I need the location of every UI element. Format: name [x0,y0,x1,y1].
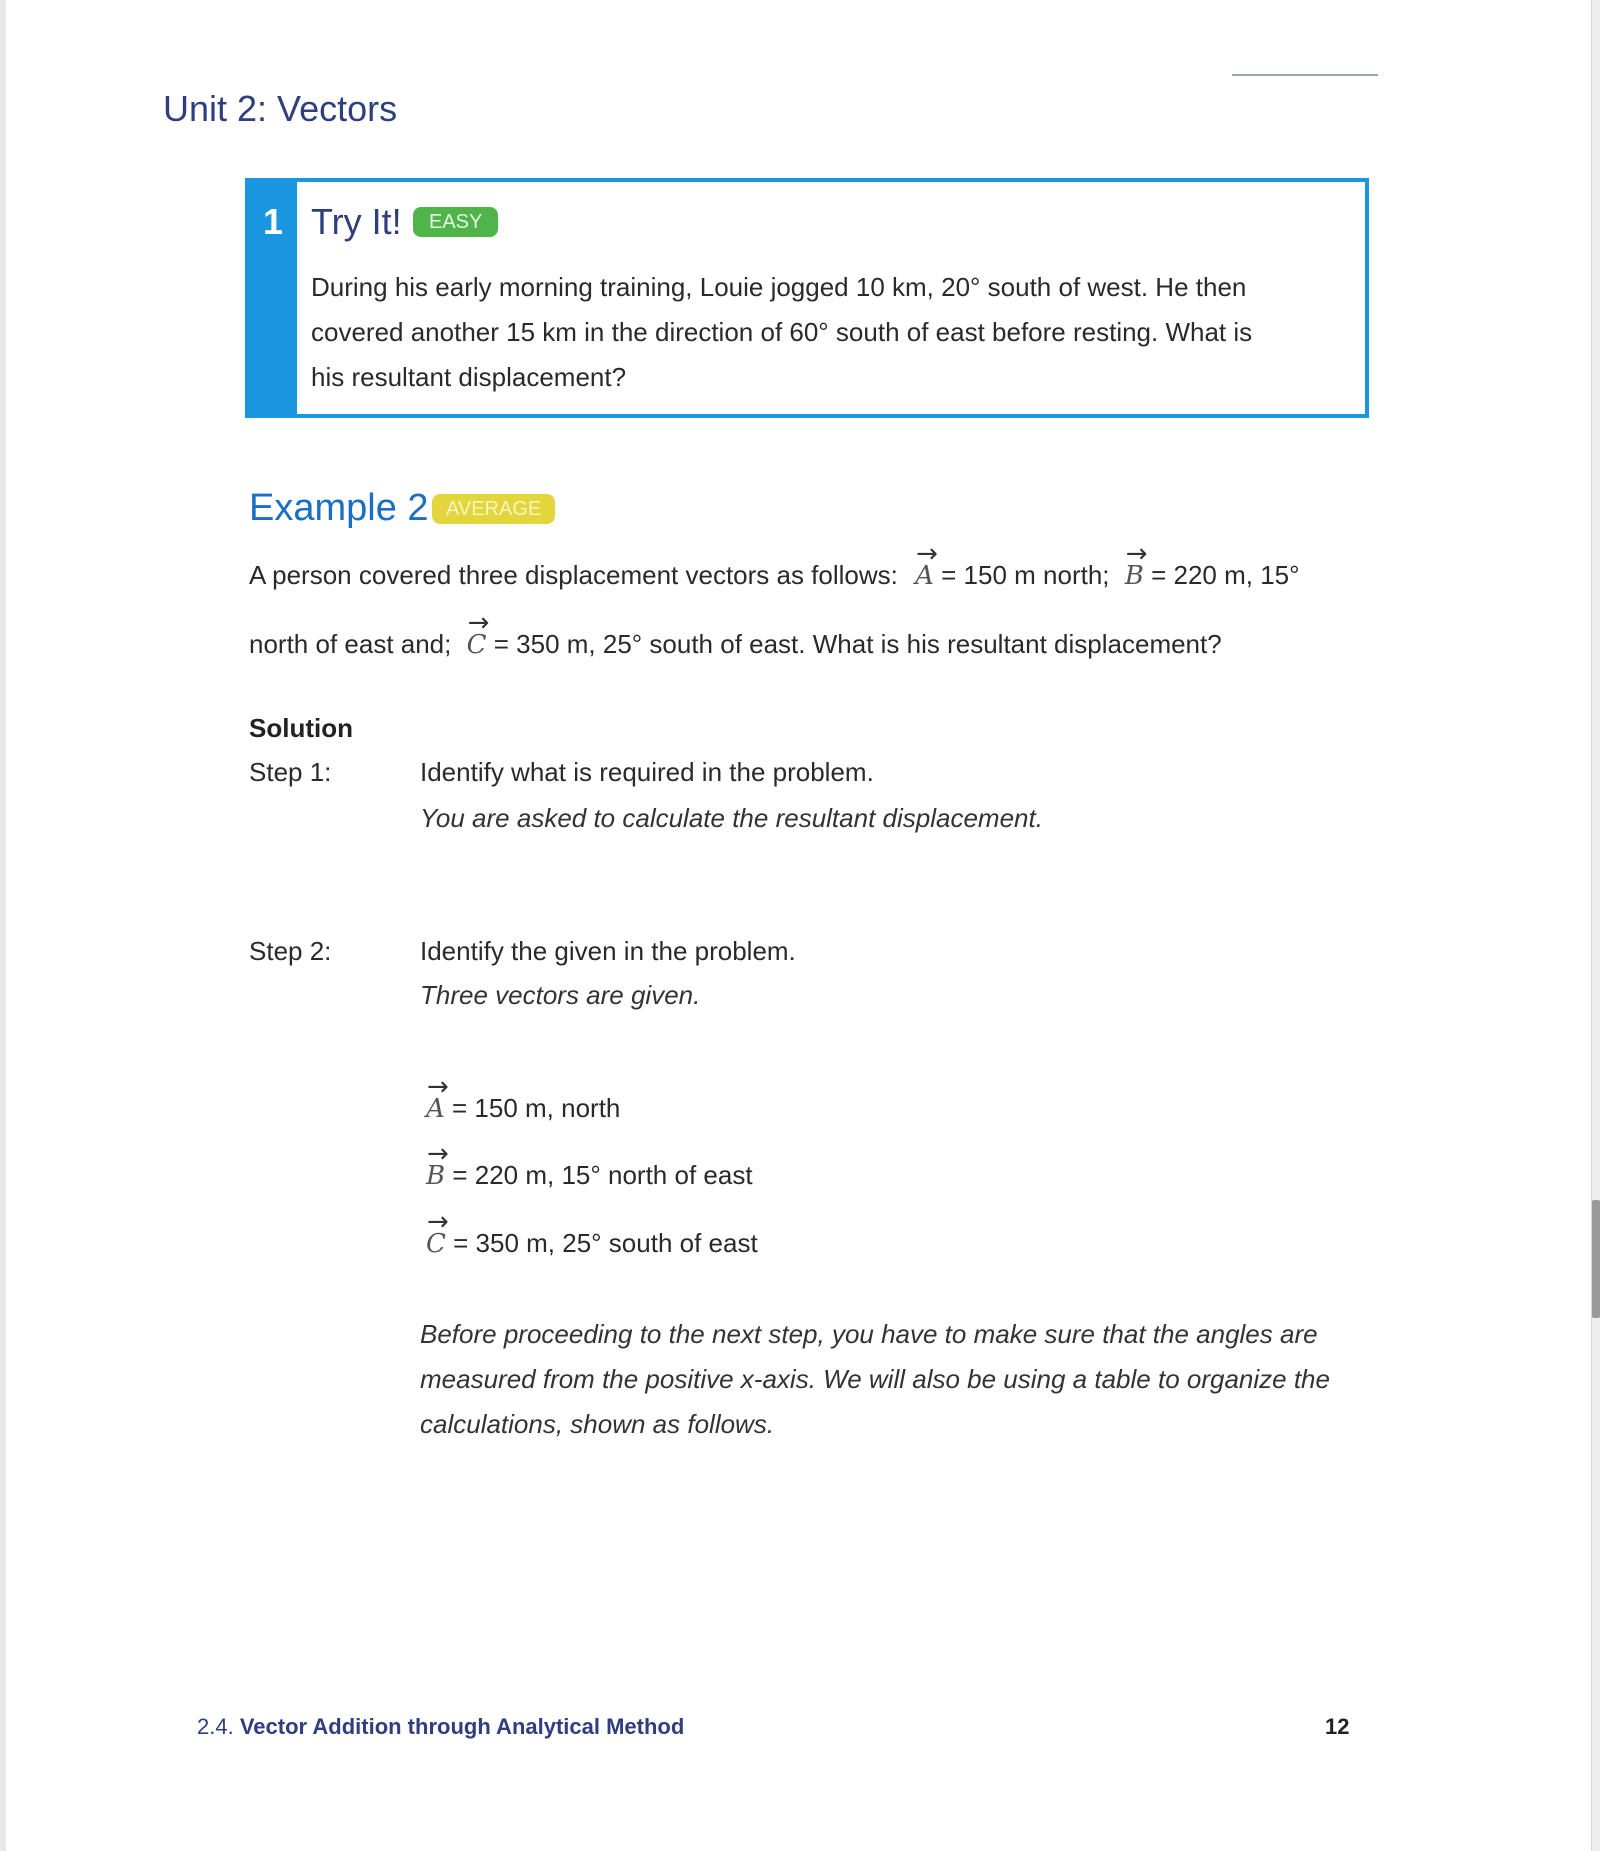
try-it-box [245,178,1369,418]
unit-title: Unit 2: Vectors [163,88,398,129]
vector-arrow-icon: → [1125,539,1148,569]
given-vector-a-value: = 150 m, north [452,1093,621,1123]
vector-arrow-icon: → [427,1139,449,1169]
step-2-label: Step 2: [249,936,332,966]
example-problem-line-2 [249,608,1222,660]
example-intro-text: north of east and; [249,629,452,659]
vector-b-symbol: → B [426,1139,449,1191]
scrollbar-track[interactable] [1591,0,1600,1851]
try-it-title: Try It! [311,201,402,242]
vector-c-symbol: → C [466,608,490,660]
try-it-problem-text [311,265,1341,400]
vector-c-value: = 350 m, 25° south of east. What is his resultant displacement? [493,629,1222,659]
try-it-line: During his early morning training, Louie jogged 10 km, 20° south of west. He then [311,272,1247,302]
step-2-text: Identify the given in the problem. [420,936,796,966]
given-vector-c [426,1207,758,1259]
given-vector-a [426,1072,621,1124]
vector-a-symbol: → A [915,539,938,591]
footer-section-number: 2.4. [197,1714,234,1739]
vector-a-value: = 150 m north; [941,560,1110,590]
vector-a-symbol: → A [426,1072,449,1124]
step-1-text: Identify what is required in the problem. [420,757,874,787]
note-line: calculations, shown as follows. [420,1409,775,1439]
vector-arrow-icon: → [427,1072,449,1102]
procedure-note [420,1312,1360,1447]
vector-b-symbol: → B [1124,539,1148,591]
try-it-number: 1 [262,201,284,242]
example-title: Example 2 [249,487,429,529]
note-line: Before proceeding to the next step, you have to make sure that the angles are [420,1319,1318,1349]
note-line: measured from the positive x-axis. We will also be using a table to organize the [420,1364,1330,1394]
example-intro-text: A person covered three displacement vectors as follows: [249,560,898,590]
vector-arrow-icon: → [467,608,490,638]
given-vector-c-value: = 350 m, 25° south of east [453,1228,758,1258]
vector-arrow-icon: → [916,539,938,569]
page-edge-left [0,0,6,1851]
step-2-answer: Three vectors are given. [420,980,701,1010]
try-it-line: his resultant displacement? [311,362,627,392]
try-it-line: covered another 15 km in the direction of 60° south of east before resting. What is [311,317,1253,347]
example-problem-line-1 [249,539,1300,591]
difficulty-badge-easy: EASY [413,207,498,237]
footer-section-name: Vector Addition through Analytical Method [239,1714,685,1739]
vector-c-symbol: → C [426,1207,449,1259]
vector-b-value: = 220 m, 15° [1151,560,1300,590]
given-vector-b [426,1139,753,1191]
footer-section-title [197,1714,684,1740]
header-rule [1232,74,1378,76]
scrollbar-thumb[interactable] [1592,1200,1600,1318]
vector-arrow-icon: → [427,1207,449,1237]
solution-heading: Solution [249,713,353,743]
given-vector-b-value: = 220 m, 15° north of east [452,1160,753,1190]
step-1-label: Step 1: [249,757,332,787]
step-1-answer: You are asked to calculate the resultant displacement. [420,803,1043,833]
page-number: 12 [1325,1714,1350,1739]
difficulty-badge-average: AVERAGE [432,494,555,524]
